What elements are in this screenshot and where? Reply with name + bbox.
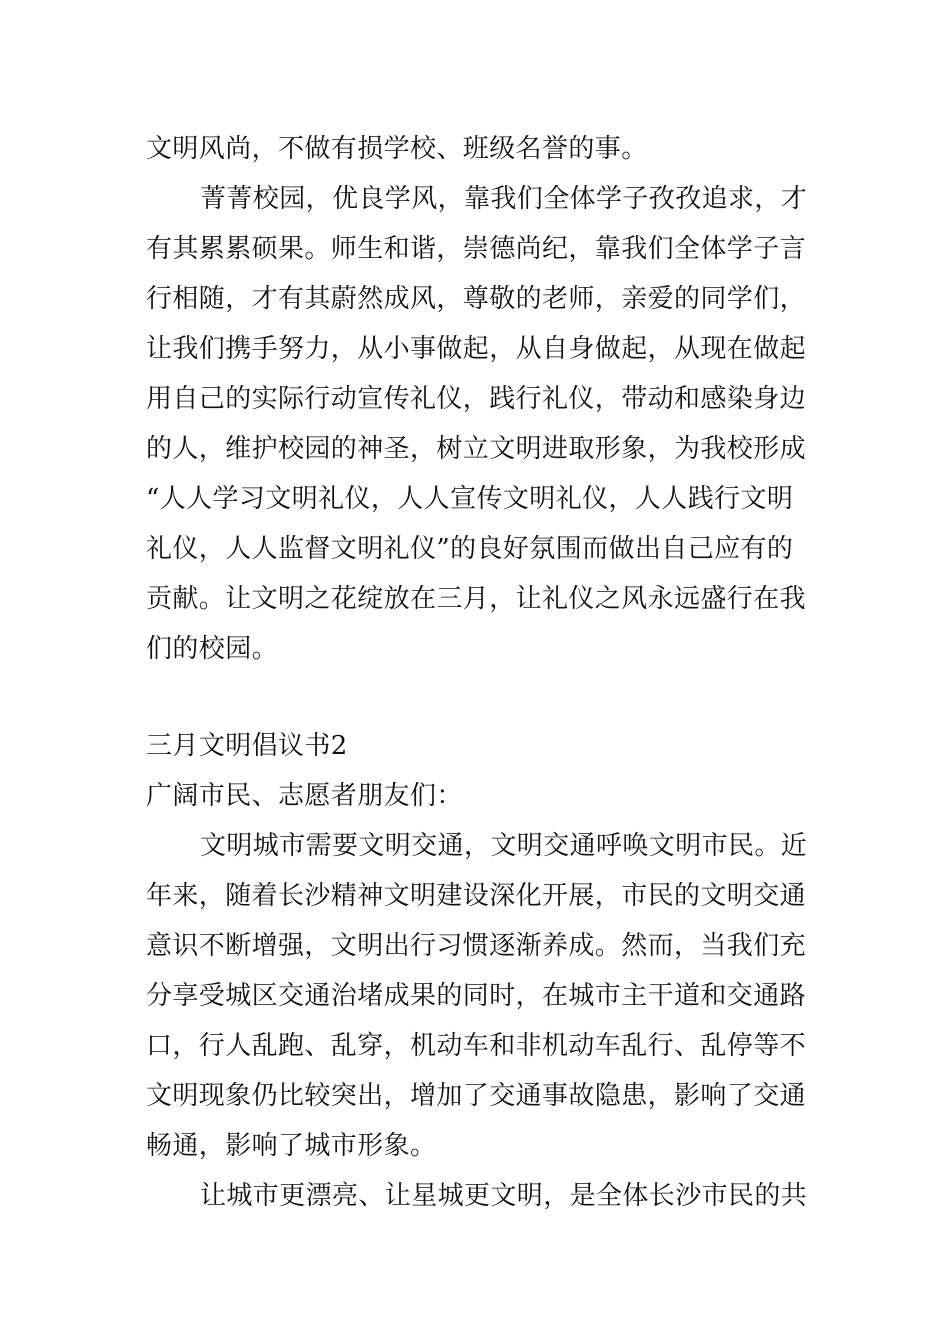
text-line: 礼仪，人人监督文明礼仪”的良好氛围而做出自己应有的 xyxy=(146,534,794,564)
text-line: 分享受城区交通治堵成果的同时，在城市主干道和交通路 xyxy=(146,981,807,1011)
text-line: 用自己的实际行动宣传礼仪，践行礼仪，带动和感染身边 xyxy=(146,384,807,414)
salutation: 广阔市民、志愿者朋友们： xyxy=(146,781,463,811)
text-line: 意识不断增强，文明出行习惯逐渐养成。然而，当我们充 xyxy=(146,931,807,961)
text-line: 文明风尚，不做有损学校、班级名誉的事。 xyxy=(146,134,648,164)
paragraph-first-line: 让城市更漂亮、让星城更文明，是全体长沙市民的共 xyxy=(200,1181,808,1211)
text-line: 文明现象仍比较突出，增加了交通事故隐患，影响了交通 xyxy=(146,1081,807,1111)
section-title: 三月文明倡议书2 xyxy=(146,731,348,761)
text-line: 年来，随着长沙精神文明建设深化开展，市民的文明交通 xyxy=(146,881,807,911)
text-line: 有其累累硕果。师生和谐，崇德尚纪，靠我们全体学子言 xyxy=(146,234,807,264)
text-line: 口，行人乱跑、乱穿，机动车和非机动车乱行、乱停等不 xyxy=(146,1031,807,1061)
paragraph-first-line: 文明城市需要文明交通，文明交通呼唤文明市民。近 xyxy=(200,831,808,861)
text-line: 行相随，才有其蔚然成风，尊敬的老师，亲爱的同学们， xyxy=(146,284,807,314)
text-line: 贡献。让文明之花绽放在三月，让礼仪之风永远盛行在我 xyxy=(146,584,807,614)
text-line: “人人学习文明礼仪，人人宣传文明礼仪，人人践行文明 xyxy=(146,484,794,514)
text-line: 畅通，影响了城市形象。 xyxy=(146,1131,437,1161)
text-line: 让我们携手努力，从小事做起，从自身做起，从现在做起 xyxy=(146,334,807,364)
text-line: 的人，维护校园的神圣，树立文明进取形象，为我校形成 xyxy=(146,434,807,464)
text-line: 们的校园。 xyxy=(146,634,279,664)
paragraph-first-line: 菁菁校园，优良学风，靠我们全体学子孜孜追求，才 xyxy=(200,184,808,214)
